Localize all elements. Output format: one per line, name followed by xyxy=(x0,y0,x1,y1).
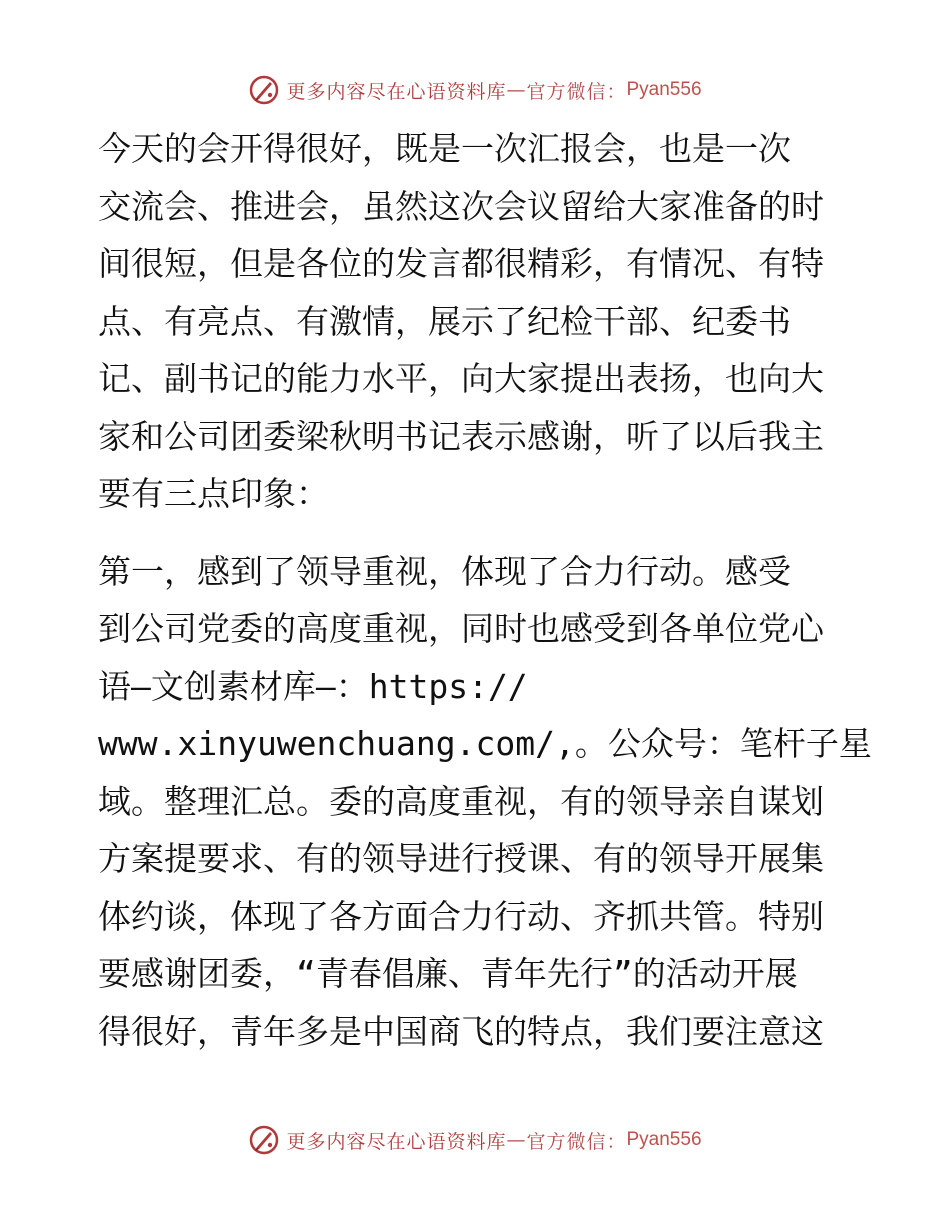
text-line: 要有三点印象： xyxy=(98,474,329,513)
document-body xyxy=(98,120,872,1060)
text-line: 间很短，但是各位的发言都很精彩，有情况、有特 xyxy=(98,244,824,283)
text-line: 体约谈，体现了各方面合力行动、齐抓共管。特别 xyxy=(98,896,824,936)
paragraph-1 xyxy=(98,120,858,523)
quill-logo-icon xyxy=(248,1124,280,1156)
text-line: www.xinyuwenchuang.com/,。公众号：笔杆子星 xyxy=(98,724,872,763)
header-brand-text: 更多内容尽在心语资料库 xyxy=(286,80,507,103)
text-line: 点、有亮点、有激情，展示了纪检干部、纪委书 xyxy=(98,301,791,341)
paragraph-2 xyxy=(98,543,872,1061)
header-banner xyxy=(0,70,950,110)
text-line: 方案提要求、有的领导进行授课、有的领导开展集 xyxy=(98,839,824,878)
header-wechat-label: 官方微信： xyxy=(526,80,627,103)
footer-separator: — xyxy=(506,1129,527,1151)
text-line: 得很好，青年多是中国商飞的特点，我们要注意这 xyxy=(98,1011,824,1051)
text-line: 要感谢团委，“青春倡廉、青年先行”的活动开展 xyxy=(98,954,798,993)
text-line: 家和公司团委梁秋明书记表示感谢，听了以后我主 xyxy=(98,416,824,456)
text-line: 到公司党委的高度重视，同时也感受到各单位党心 xyxy=(98,609,824,648)
footer-wechat-label: 官方微信： xyxy=(526,1130,627,1153)
text-line: 交流会、推进会，虽然这次会议留给大家准备的时 xyxy=(98,186,824,226)
header-account: Pyan556 xyxy=(626,79,702,100)
footer-brand-text: 更多内容尽在心语资料库 xyxy=(286,1130,507,1153)
text-line: 第一，感到了领导重视，体现了合力行动。感受 xyxy=(98,551,791,591)
text-line: 域。整理汇总。委的高度重视，有的领导亲自谋划 xyxy=(98,781,824,821)
quill-logo-icon xyxy=(248,74,280,106)
footer-banner xyxy=(0,1120,950,1160)
footer-account: Pyan556 xyxy=(626,1129,702,1150)
text-line: 语—文创素材库—：https:// xyxy=(98,666,528,706)
text-line: 记、副书记的能力水平，向大家提出表扬，也向大 xyxy=(98,359,824,398)
text-line: 今天的会开得很好，既是一次汇报会，也是一次 xyxy=(98,129,791,168)
header-separator: — xyxy=(506,79,527,101)
